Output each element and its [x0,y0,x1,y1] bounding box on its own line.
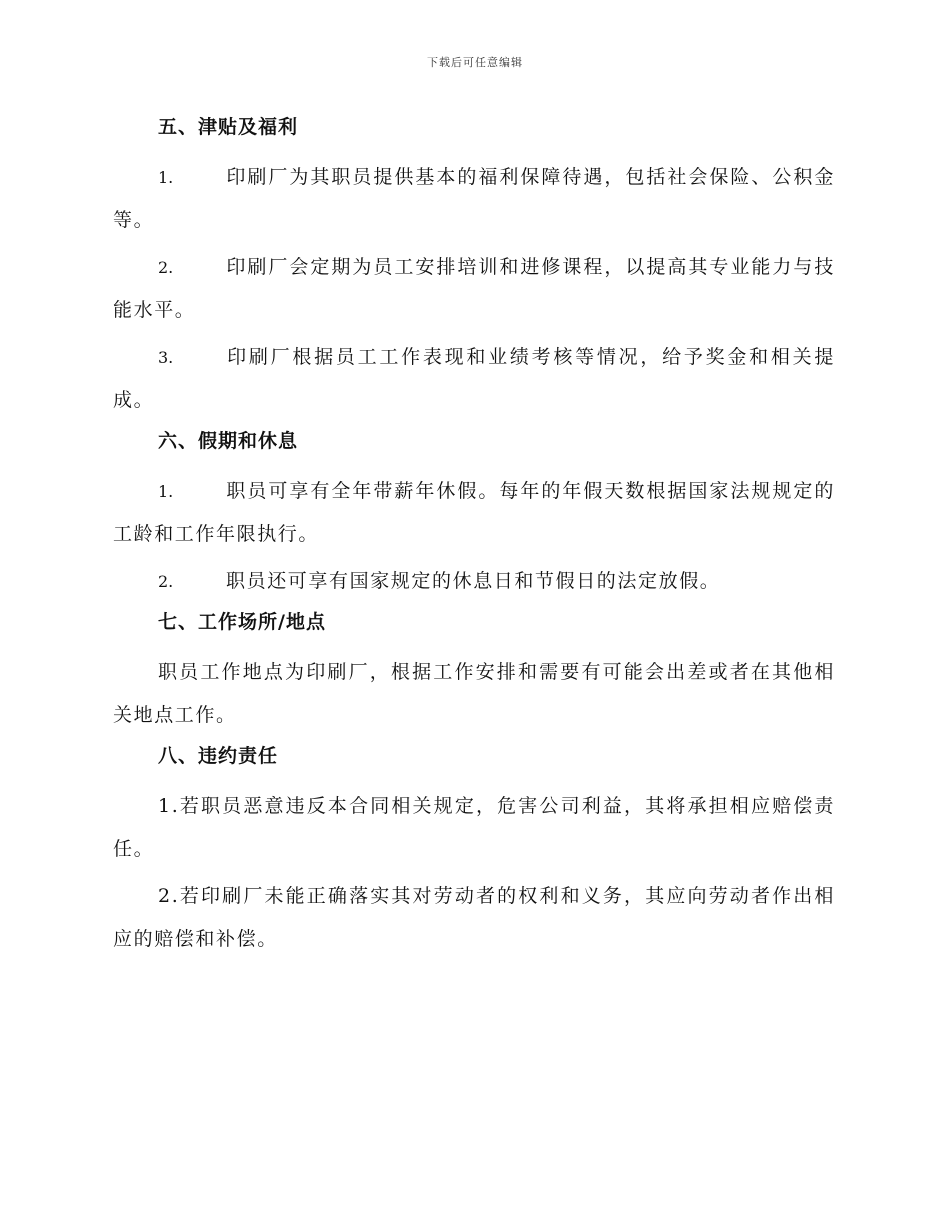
paragraph [113,470,835,556]
paragraph-text: 印刷厂会定期为员工安排培训和进修课程，以提高其专业能力与技能水平。 [113,256,835,321]
paragraph-text: 2.若印刷厂未能正确落实其对劳动者的权利和义务，其应向劳动者作出相应的赔偿和补偿。 [113,885,835,950]
paragraph [113,156,835,242]
item-number: 2. [158,258,174,277]
section-holidays-rest [113,426,835,603]
section-breach-liability [113,741,835,961]
section-heading: 六、假期和休息 [158,430,299,452]
paragraph-text: 印刷厂根据员工工作表现和业绩考核等情况，给予奖金和相关提成。 [113,346,835,411]
document-body [113,112,835,965]
item-number: 1. [158,168,174,187]
section-workplace [113,607,835,737]
item-number: 1. [158,482,174,501]
section-heading: 七、工作场所/地点 [158,611,326,633]
item-number: 2. [158,572,174,591]
paragraph [113,560,835,603]
paragraph-text: 印刷厂为其职员提供基本的福利保障待遇，包括社会保险、公积金等。 [113,166,835,231]
paragraph [113,785,835,871]
paragraph-text: 职员可享有全年带薪年休假。每年的年假天数根据国家法规规定的工龄和工作年限执行。 [113,480,835,545]
paragraph-text: 职员还可享有国家规定的休息日和节假日的法定放假。 [226,570,721,592]
section-heading: 八、违约责任 [158,745,279,767]
paragraph-text: 职员工作地点为印刷厂，根据工作安排和需要有可能会出差或者在其他相关地点工作。 [113,661,835,726]
paragraph [113,336,835,422]
paragraph [113,651,835,737]
page-header: 下载后可任意编辑 [427,56,523,69]
paragraph [113,875,835,961]
item-number: 3. [158,348,174,367]
paragraph [113,246,835,332]
section-allowance-benefits [113,112,835,422]
section-heading: 五、津贴及福利 [158,116,299,138]
paragraph-text: 1.若职员恶意违反本合同相关规定，危害公司利益，其将承担相应赔偿责任。 [113,795,835,860]
